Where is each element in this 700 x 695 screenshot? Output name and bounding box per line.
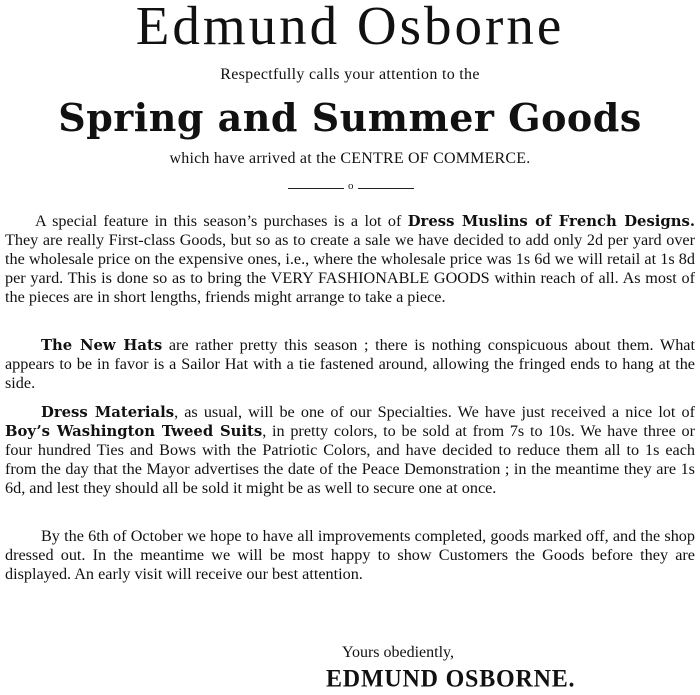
signature: EDMUND OSBORNE. <box>326 665 576 693</box>
paragraph-text: , in pretty colors, to be sold at from 7s to 10s. We have three or four hundred Ties and Bows with the Patriotic Colors, and have decided to reduce them all to 1s each from the day that the Mayor advertises the date of the Peace Demonstration ; in the meantime they are 1s 6d, and lest they should all be sold it might be as well to secure one at once. <box>5 422 695 497</box>
highlight-tweed-suits: Boy’s Washington Tweed Suits <box>5 423 263 440</box>
paragraph-dress-materials <box>5 403 695 498</box>
divider-mark: o <box>348 180 354 192</box>
paragraph-improvements: By the 6th of October we hope to have all improvements completed, goods marked off, and the shop dressed out. In the meantime we will be most happy to show Customers the Goods before they are displayed. An early visit will receive our best attention. <box>5 527 695 583</box>
headline: Spring and Summer Goods <box>58 95 642 140</box>
ornamental-divider <box>288 180 414 196</box>
tagline: Respectfully calls your attention to the <box>220 66 480 83</box>
highlight-dress-materials: Dress Materials <box>41 404 175 421</box>
paragraph-text: They are really First-class Goods, but so as to create a sale we have decided to add only 2d per yard over the wholesale price on the expensive ones, i.e., where the wholesale price was 1s 6d we will retail at 1s 8d per yard. This is done so as to bring the VERY FASHIONABLE GOODS within reach of all. As most of the pieces are in short lengths, friends might arrange to take a piece. <box>5 231 695 306</box>
paragraph-dress-muslins <box>5 212 695 307</box>
arrival-notice: which have arrived at the CENTRE OF COMMERCE. <box>169 150 531 167</box>
divider-rule-right <box>358 188 414 189</box>
paragraph-new-hats <box>5 336 695 393</box>
paragraph-text: are rather pretty this season ; there is nothing conspicuous about them. What appears to be in favor is a Sailor Hat with a tie fastened around, allowing the fringed ends to hang at the side. <box>5 336 695 392</box>
divider-rule-left <box>288 188 344 189</box>
merchant-name: Edmund Osborne <box>135 0 565 56</box>
highlight-dress-muslins: Dress Muslins of French Designs. <box>407 213 695 230</box>
closing-salutation: Yours obediently, <box>342 644 455 661</box>
paragraph-text: , as usual, will be one of our Specialties. We have just received a nice lot of <box>174 403 695 421</box>
paragraph-text: A special feature in this season’s purchases is a lot of <box>35 212 408 230</box>
highlight-new-hats: The New Hats <box>41 337 163 354</box>
